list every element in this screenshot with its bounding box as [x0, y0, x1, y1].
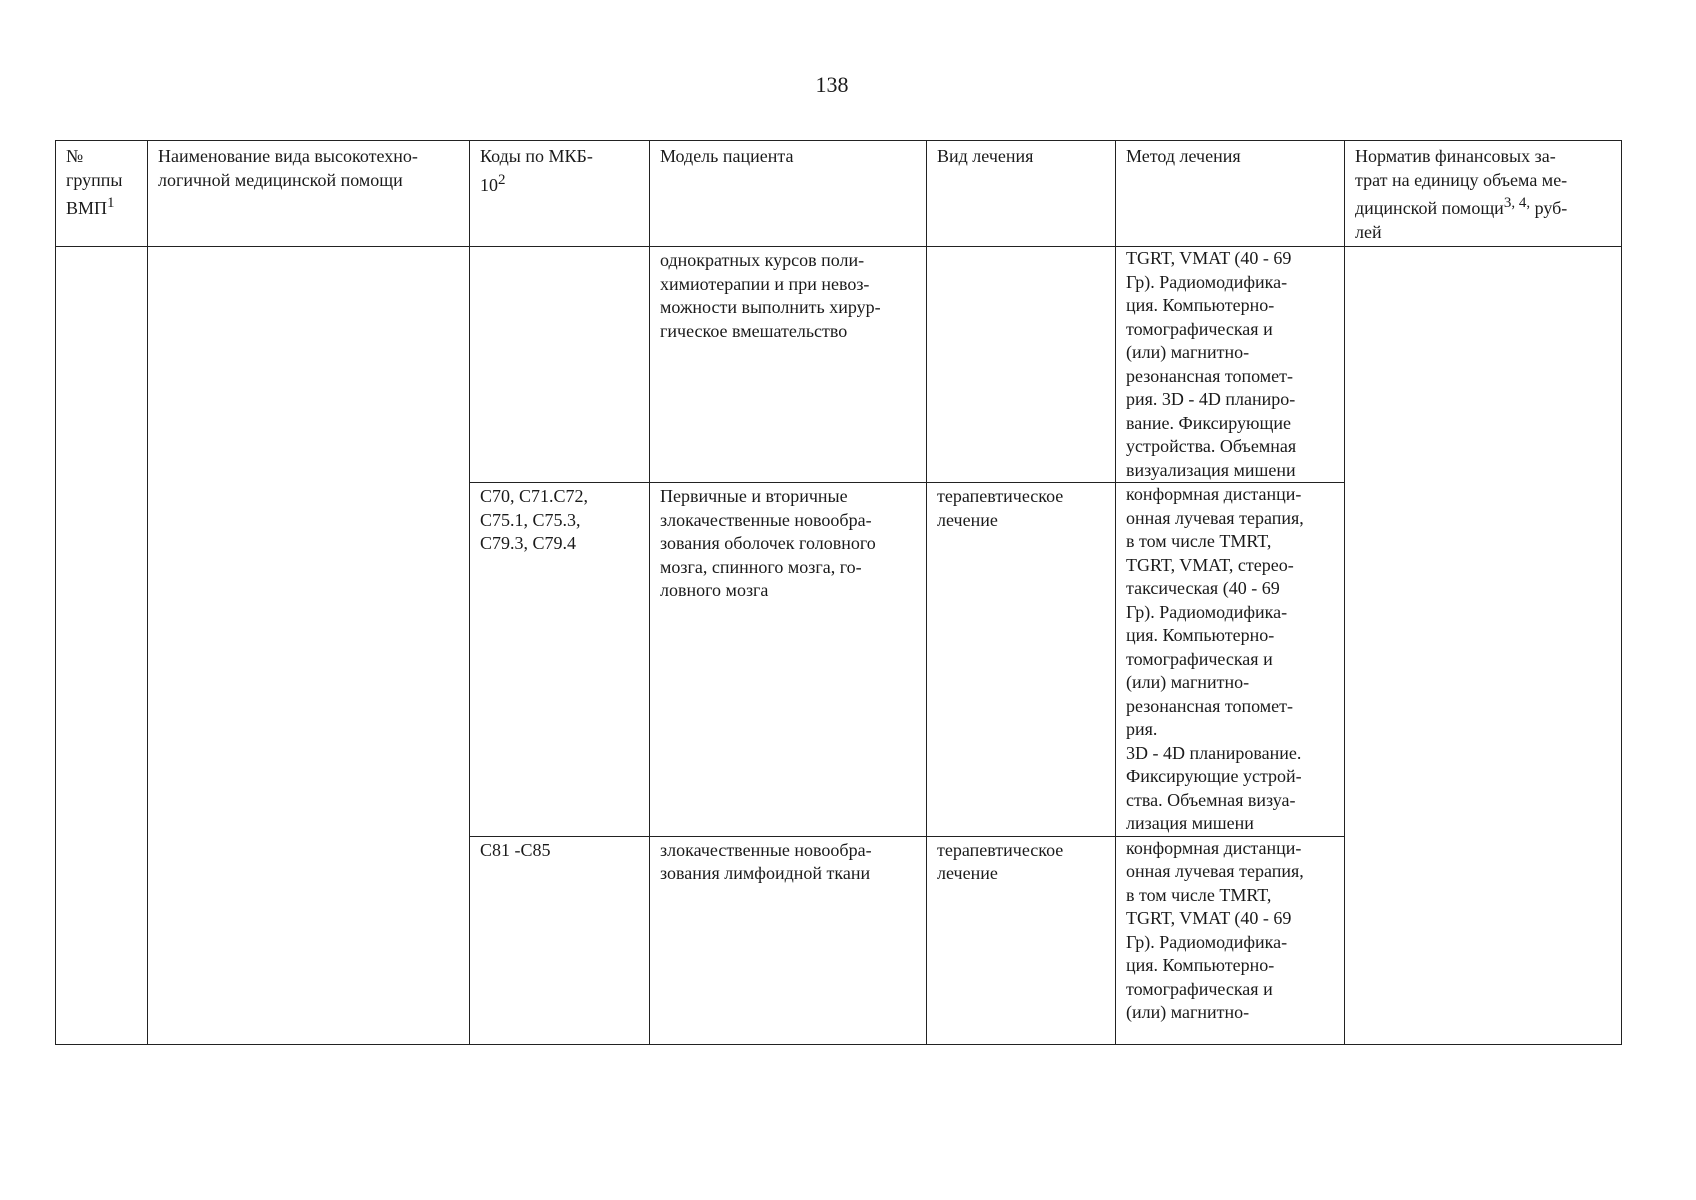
- header-treatment-type: Вид лечения: [927, 141, 1116, 247]
- codes-cell: С81 -С85: [470, 836, 650, 1044]
- header-patient-model: Модель пациента: [650, 141, 927, 247]
- treatment-method-cell: TGRT, VMAT (40 - 69 Гр). Радиомодифика- ция. Компьютерно- томографическая и (или) магнитно- резонансная топомет- рия. 3D - 4D планиро- вание. Фиксирующие устройства. Объемная визуализация мишени: [1116, 247, 1345, 483]
- page-number: 138: [815, 72, 849, 97]
- header-row: [56, 141, 1622, 247]
- codes-cell: [470, 247, 650, 483]
- header-group-no: № группы ВМП$^1$: [56, 141, 148, 247]
- header-norm: Норматив финансовых за- трат на единицу объема ме- дицинской помощи$^{3, 4,}$ руб- лей: [1345, 141, 1622, 247]
- treatment-method-cell: конформная дистанци- онная лучевая терапия, в том числе TMRT, TGRT, VMAT (40 - 69 Гр). Радиомодифика- ция. Компьютерно- томографическая и (или) магнитно-: [1116, 836, 1345, 1044]
- norm-cell: [1345, 247, 1622, 1045]
- codes-cell: С70, С71.С72, С75.1, С75.3, С79.3, С79.4: [470, 483, 650, 837]
- name-cell: [148, 247, 470, 1045]
- patient-model-cell: Первичные и вторичные злокачественные новообра- зования оболочек головного мозга, спинного мозга, го- ловного мозга: [650, 483, 927, 837]
- header-codes: Коды по МКБ- $10^2$: [470, 141, 650, 247]
- header-treatment-method: Метод лечения: [1116, 141, 1345, 247]
- treatment-type-cell: терапевтическое лечение: [927, 483, 1116, 837]
- treatment-type-cell: [927, 247, 1116, 483]
- header-name: Наименование вида высокотехно- логичной медицинской помощи: [148, 141, 470, 247]
- treatment-type-cell: терапевтическое лечение: [927, 836, 1116, 1044]
- treatment-method-cell: конформная дистанци- онная лучевая терапия, в том числе TMRT, TGRT, VMAT, стерео- таксическая (40 - 69 Гр). Радиомодифика- ция. Компьютерно- томографическая и (или) магнитно- резонансная топомет- рия. 3D - 4D планирование. Фиксирующие устрой- ства. Объемная визуа- лизация мишени: [1116, 483, 1345, 837]
- vmp-table: [55, 140, 1622, 1045]
- patient-model-cell: злокачественные новообра- зования лимфоидной ткани: [650, 836, 927, 1044]
- table-row: [56, 247, 1622, 483]
- group-no-cell: [56, 247, 148, 1045]
- patient-model-cell: однократных курсов поли- химиотерапии и при невоз- можности выполнить хирур- гическое вмешательство: [650, 247, 927, 483]
